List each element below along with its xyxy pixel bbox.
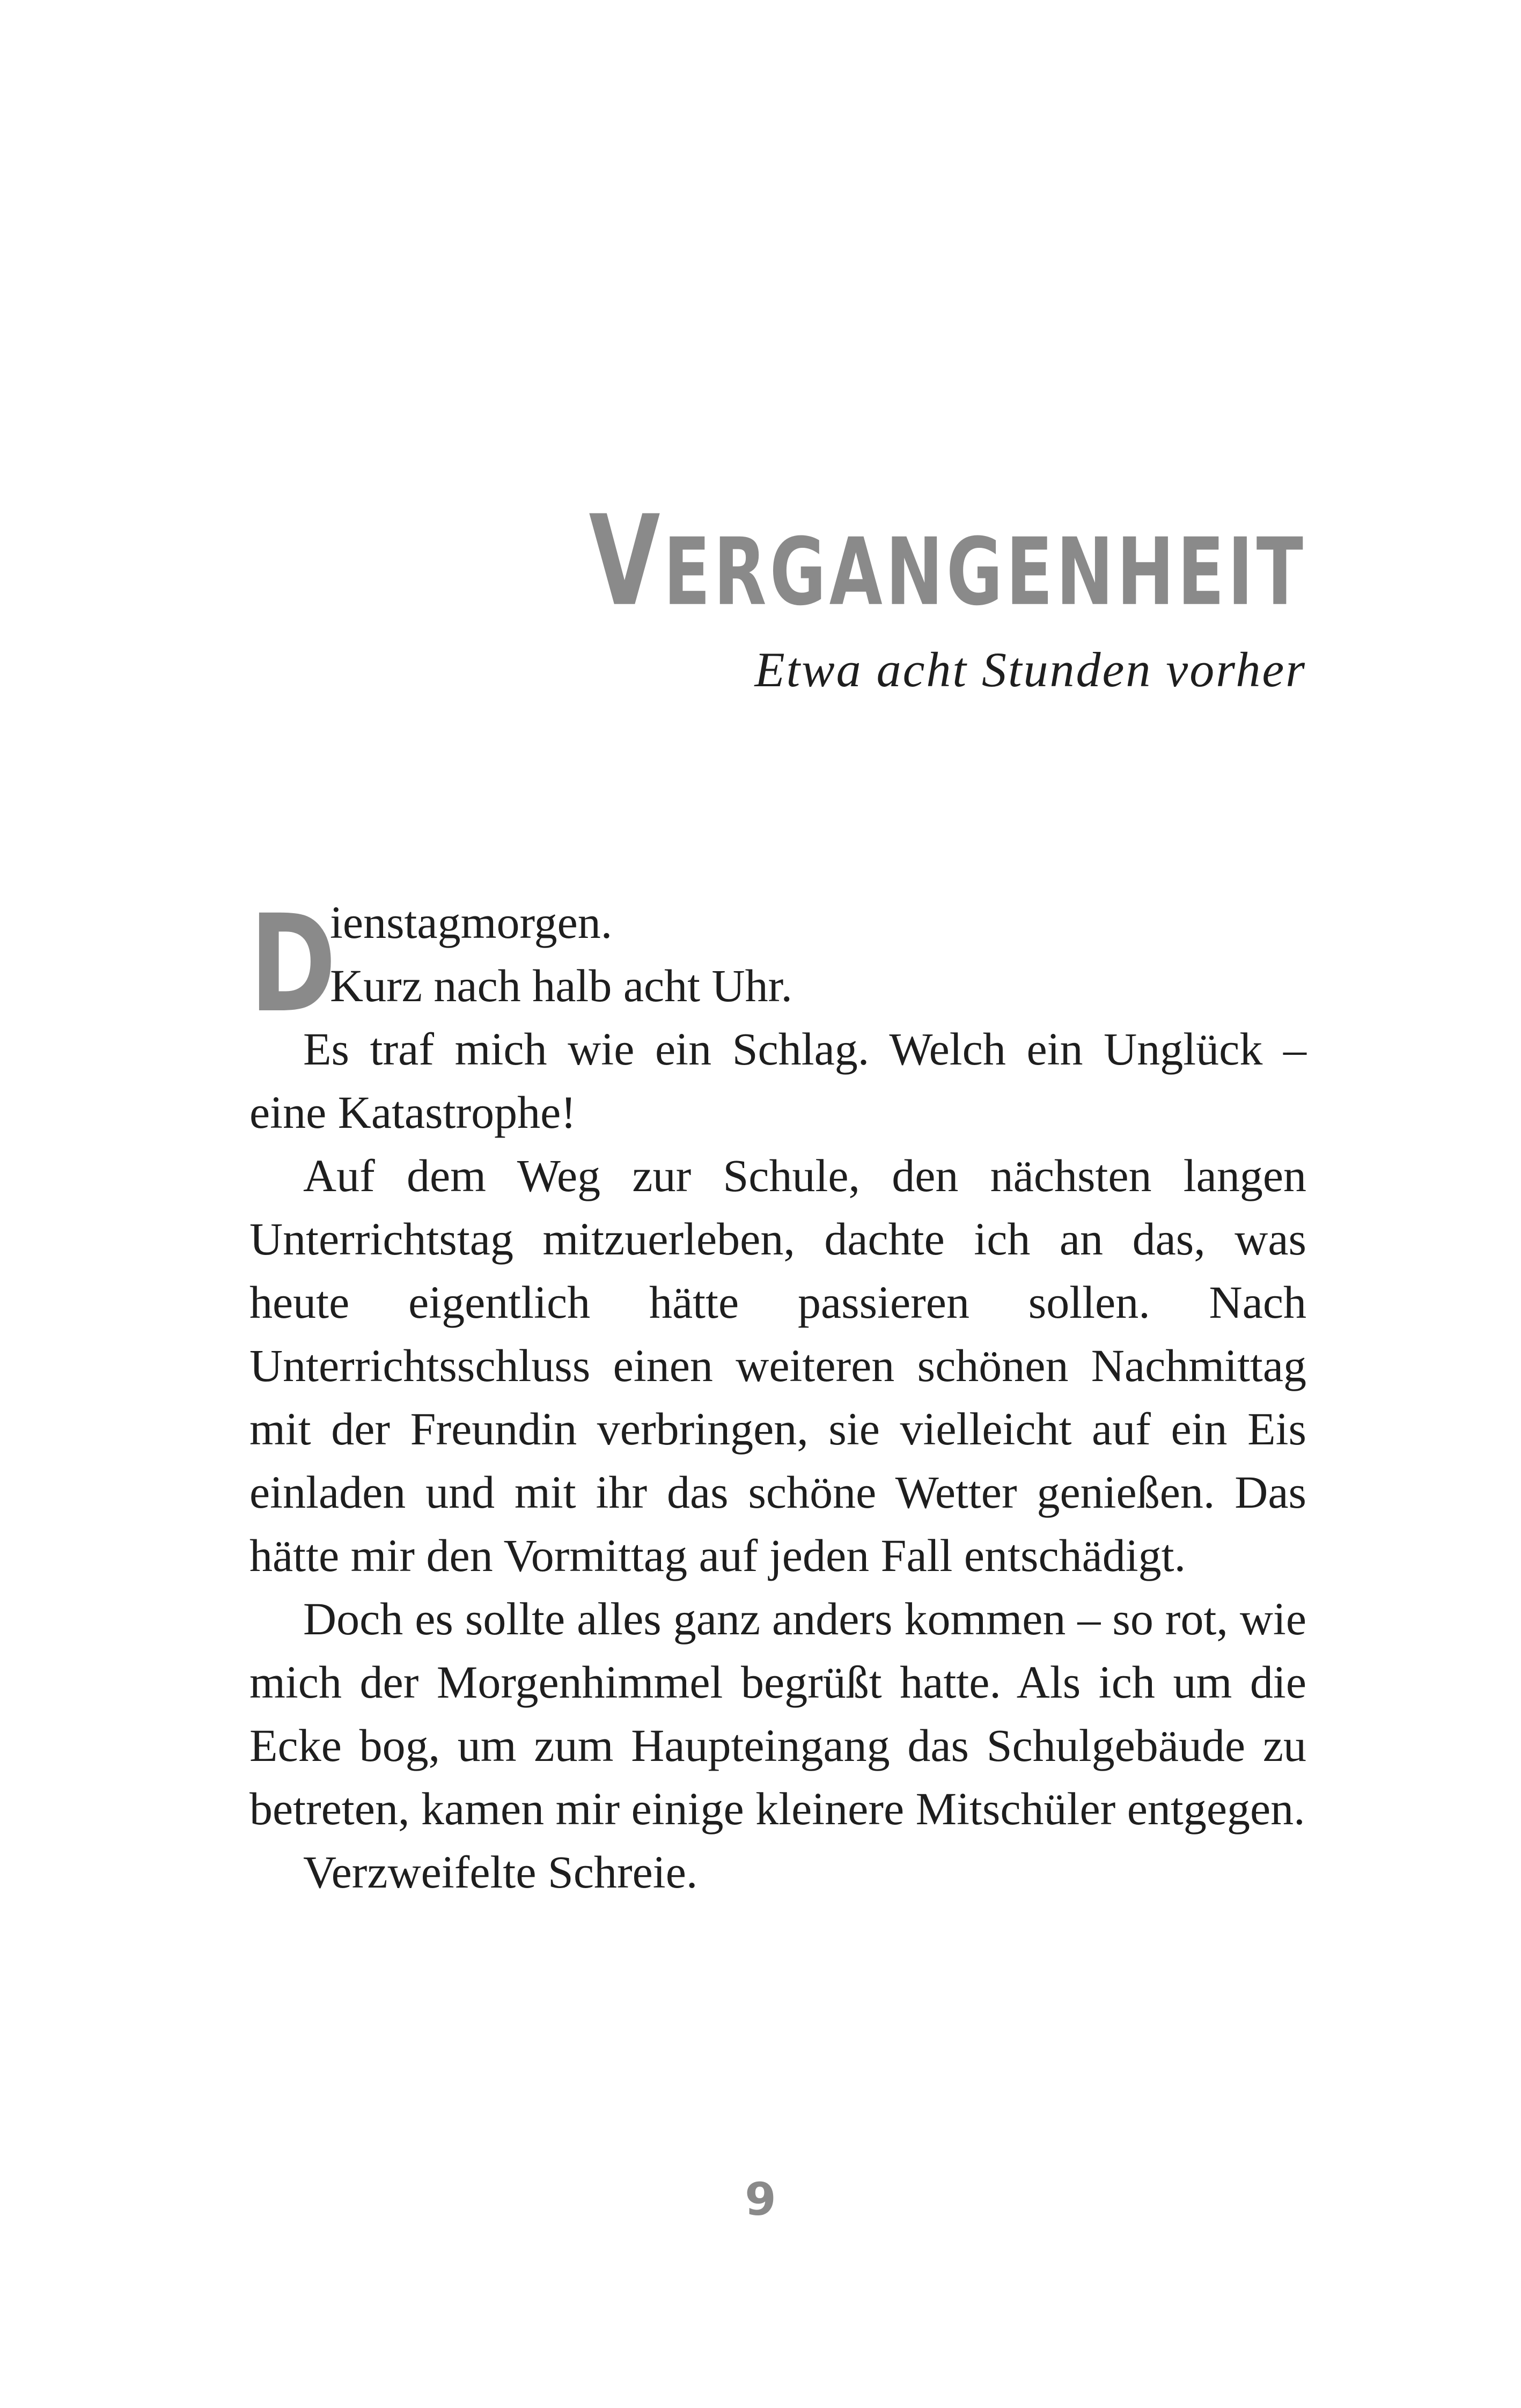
chapter-title-rest: ERGANGENHEIT (663, 518, 1306, 627)
paragraph: Verzweifelte Schreie. (303, 1846, 698, 1898)
opening-line-1: ienstagmorgen. (330, 897, 613, 948)
opening-block (249, 886, 1306, 1042)
drop-cap: D (249, 886, 336, 1042)
body-text (249, 886, 1306, 1904)
chapter-title-initial: V (589, 488, 664, 634)
opening-line-2: Kurz nach halb acht Uhr. (330, 960, 793, 1011)
chapter-title (589, 488, 1307, 634)
chapter-subtitle: Etwa acht Stunden vorher (754, 642, 1306, 697)
paragraph: Es traf mich wie ein Schlag. Welch ein Unglück – eine Katastrophe! (249, 1023, 1306, 1138)
page-number: 9 (745, 2173, 776, 2226)
paragraph: Auf dem Weg zur Schule, den nächsten langen Unterrichtstag mitzuerleben, dachte ich an das, was heute eigentlich hätte passieren sollen. Nach Unterrichtsschluss einen weiteren schönen Nachmittag mit der Freundin verbringen, sie vielleicht auf ein Eis einladen und mit ihr das schöne Wetter genießen. Das hätte mir den Vormittag auf jeden Fall entschädigt. (249, 1150, 1306, 1581)
paragraph: Doch es sollte alles ganz anders kommen – so rot, wie mich der Morgenhimmel begrüßt hatte. Als ich um die Ecke bog, um zum Haupteingang das Schulgebäude zu betreten, kamen mir einige kleinere Mitschüler entgegen. (249, 1593, 1306, 1834)
